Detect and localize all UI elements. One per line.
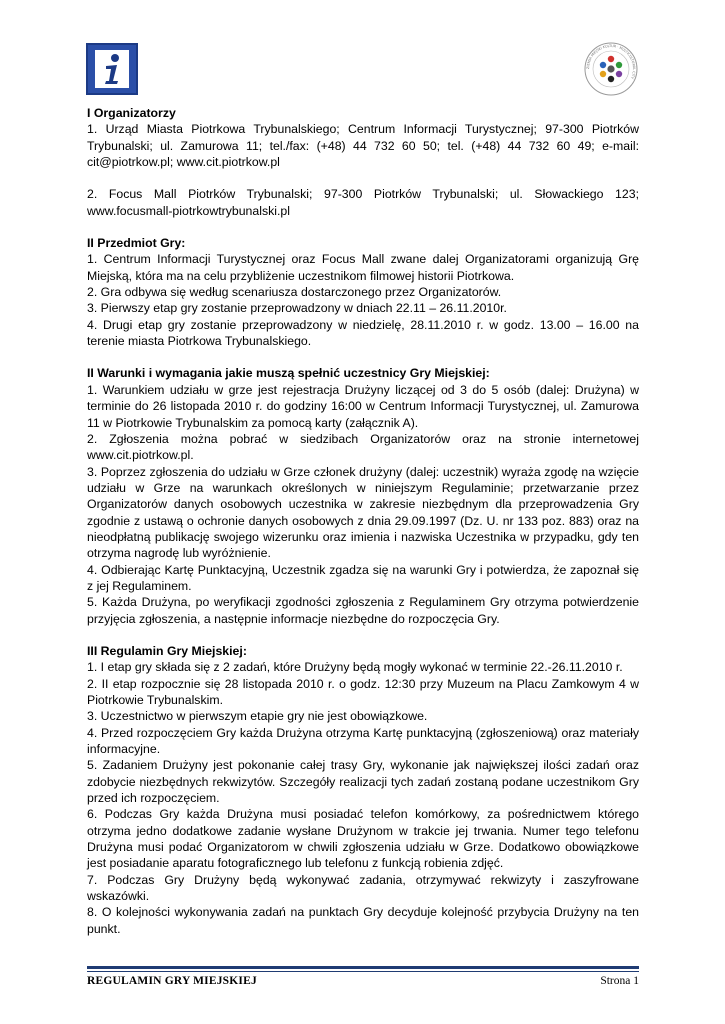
paragraph: 7. Podczas Gry Drużyny będą wykonywać zadania, otrzymywać rekwizyty i zaszyfrowane wskazówki. [87, 872, 639, 904]
paragraph: 5. Zadaniem Drużyny jest pokonanie całej trasy Gry, wykonanie jak największej ilości zadań oraz zdobycie niezbędnych rekwizytów. Szczegóły realizacji tych zadań zostaną podane uczestnikom Gry przed ich rozpoczęciem. [87, 758, 639, 806]
paragraph: 8. O kolejności wykonywania zadań na punktach Gry decyduje kolejność przybycia Drużyny na ten punkt. [87, 905, 639, 936]
paragraph: 1. Urząd Miasta Piotrkowa Trybunalskiego; Centrum Informacji Turystycznej; 97-300 Piotrków Trybunalski; ul. Zamurowa 11; tel./fax: (+48) 44 732 60 50; tel. (+48) 44 732 60 49; e-mail: cit@piotrkow.pl; www.cit.piotrkow.pl [87, 122, 639, 170]
footer-title: REGULAMIN GRY MIEJSKIEJ [87, 975, 257, 987]
section-heading: II Warunki i wymagania jakie muszą spełnić uczestnicy Gry Miejskiej: [87, 366, 490, 381]
paragraph: 1. Warunkiem udziału w grze jest rejestracja Drużyny liczącej od 3 do 5 osób (dalej: Drużyna) w terminie do 26 listopada 2010 r. do godziny 16:00 w Centrum Informacji Turystycznej, ul. Zamurowa 11 w Piotrkowie Trybunalskim za pomocą karty (załącznik A). [87, 382, 639, 430]
paragraph: 2. Focus Mall Piotrków Trybunalski; 97-300 Piotrków Trybunalski; ul. Słowackiego 123; www.focusmall-piotrkowtrybunalski.pl [87, 187, 639, 218]
paragraph: 3. Uczestnictwo w pierwszym etapie gry nie jest obowiązkowe. [87, 709, 428, 724]
paragraph: 1. Centrum Informacji Turystycznej oraz Focus Mall zwane dalej Organizatorami organizują Grę Miejską, która ma na celu przybliżenie uczestnikom filmowej historii Piotrkowa. [87, 252, 639, 283]
section-heading: III Regulamin Gry Miejskiej: [87, 643, 247, 658]
regulation-body [87, 105, 639, 937]
paragraph: 2. II etap rozpocznie się 28 listopada 2010 r. o godz. 12:30 przy Muzeum na Placu Zamkowym 4 w Piotrkowie Trybunalskim. [87, 676, 639, 707]
paragraph: 1. I etap gry składa się z 2 zadań, które Drużyny będą mogły wykonać w terminie 22.-26.11.2010 r. [87, 660, 623, 675]
section-heading: II Przedmiot Gry: [87, 236, 186, 251]
seal-text: ZIEMIA MIEJSKI KULTUR · MULTICULTURAL CITY [585, 43, 637, 80]
paragraph: 4. Przed rozpoczęciem Gry każda Drużyna otrzyma Kartę punktacyjną (zgłoszeniową) oraz materiały informacyjne. [87, 725, 639, 757]
footer-divider-thin [87, 971, 639, 972]
paragraph: 3. Poprzez zgłoszenia do udziału w Grze członek drużyny (dalej: uczestnik) wyraża zgodę na wzięcie udziału w Grze na warunkach określonych w niniejszym Regulaminie; przetwarzanie przez Organizatorów danych osobowych uczestnika w zakresie niezbędnym dla przeprowadzenia Gry zgodnie z ustawą o ochronie danych osobowych z dnia 29.09.1997 (Dz. U. nr 133 poz. 883) oraz na nieodpłatną publikację swojego wizerunku oraz imienia i nazwiska Uczestnika w przypadku, gdy ten otrzyma nagrodę lub wyróżnienie. [87, 464, 639, 561]
paragraph: 4. Drugi etap gry zostanie przeprowadzony w niedzielę, 28.11.2010 r. w godz. 13.00 – 16.00 na terenie miasta Piotrkowa Trybunalskiego. [87, 317, 639, 349]
footer-divider [87, 966, 639, 969]
paragraph: 3. Pierwszy etap gry zostanie przeprowadzony w dniach 22.11 – 26.11.2010r. [87, 301, 507, 316]
info-i-icon [86, 43, 138, 95]
paragraph: 4. Odbierając Kartę Punktacyjną, Uczestnik zgadza się na warunki Gry i potwierdza, że zapoznał się z jej Regulaminem. [87, 562, 639, 593]
paragraph: 2. Gra odbywa się według scenariusza dostarczonego przez Organizatorów. [87, 285, 502, 300]
city-seal-icon [583, 41, 639, 97]
paragraph: 2. Zgłoszenia można pobrać w siedzibach Organizatorów oraz na stronie internetowej www.cit.piotrkow.pl. [87, 431, 639, 463]
page-number: Strona 1 [600, 975, 639, 987]
section-heading: I Organizatorzy [87, 106, 176, 120]
paragraph: 6. Podczas Gry każda Drużyna musi posiadać telefon komórkowy, za pośrednictwem którego otrzyma jedno dodatkowe zadanie wysłane Drużynom w trakcie jej trwania. Numer tego telefonu Drużyna musi podać Organizatorom w chwili zgłoszenia udziału w Grze. Dodatkowo obowiązkowe jest posiadanie aparatu fotograficznego lub telefonu z funkcją robienia zdjęć. [87, 807, 639, 871]
paragraph: 5. Każda Drużyna, po weryfikacji zgodności zgłoszenia z Regulaminem Gry otrzyma potwierdzenie przyjęcia zgłoszenia, a następnie informacje niezbędne do rozpoczęcia Gry. [87, 595, 639, 626]
